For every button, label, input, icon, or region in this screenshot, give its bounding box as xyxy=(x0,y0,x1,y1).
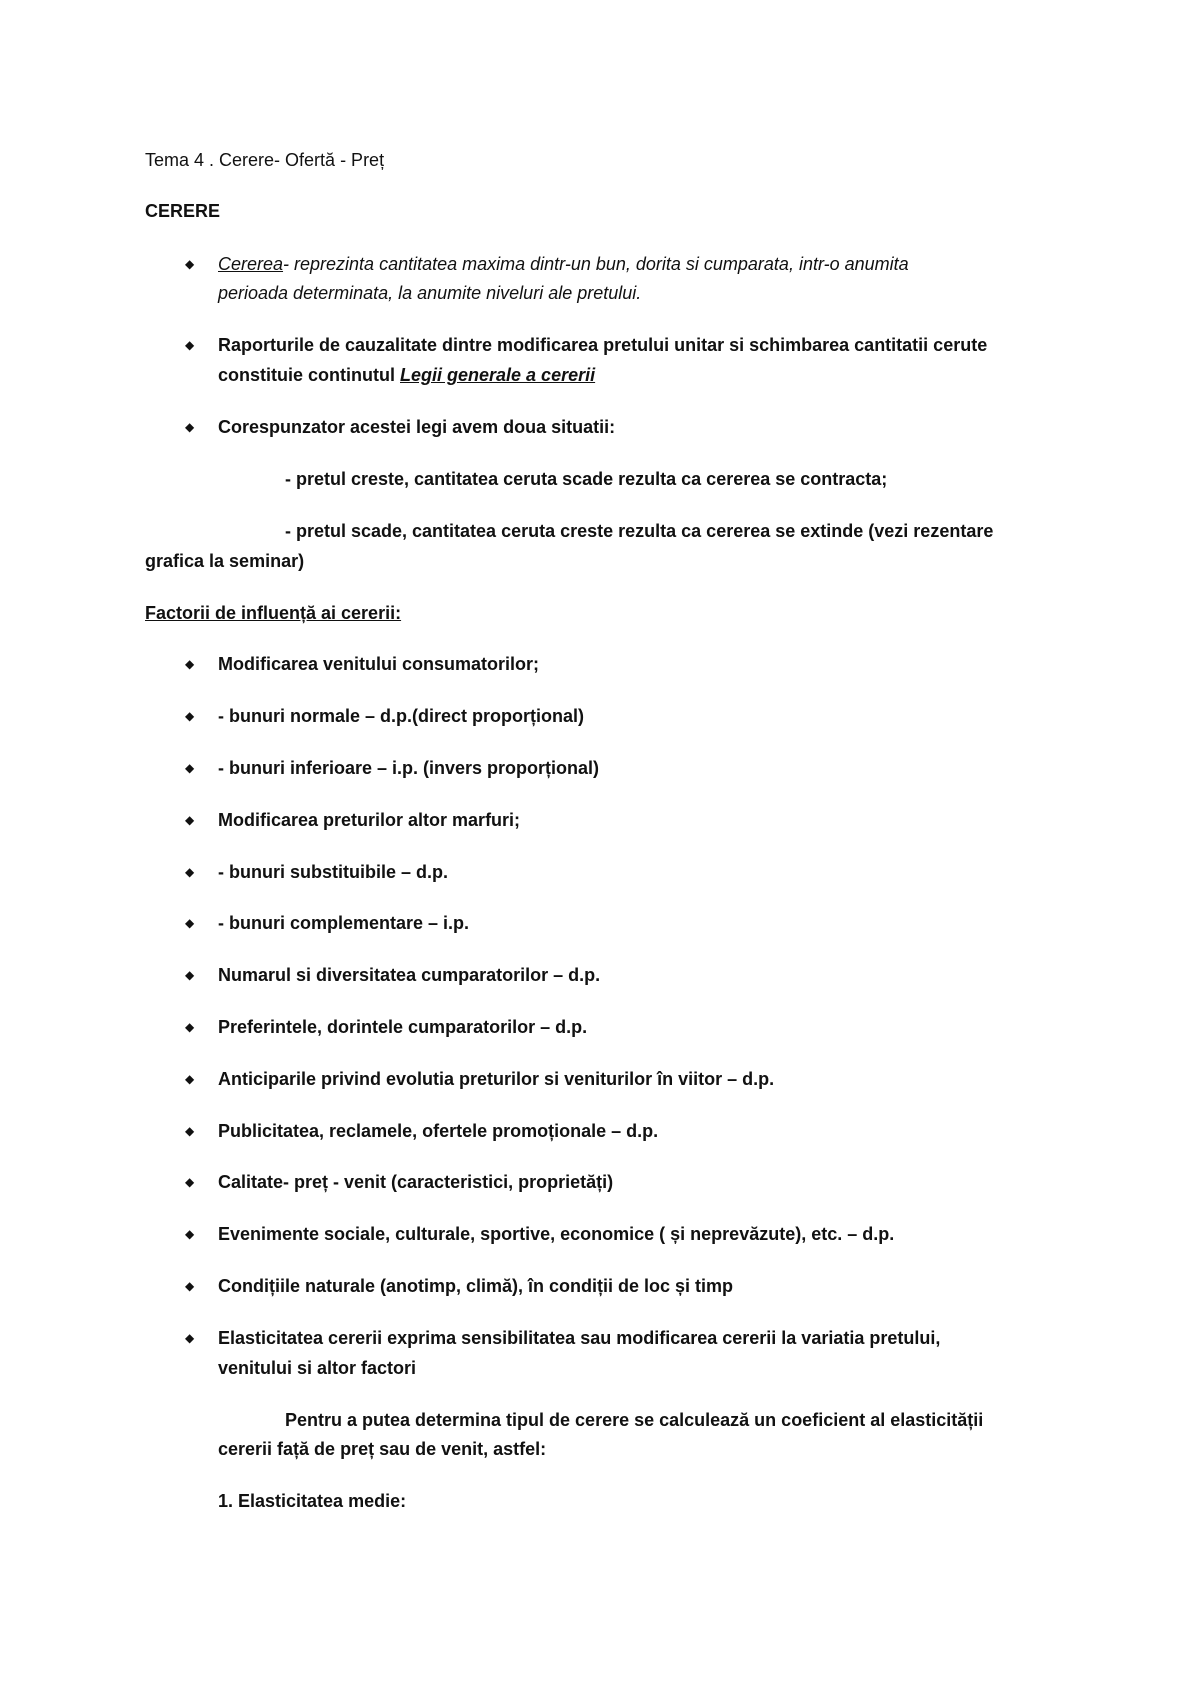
bullet-icon: ◆ xyxy=(185,865,195,879)
bullet-icon: ◆ xyxy=(185,1175,195,1189)
factors-heading: Factorii de influență ai cererii: xyxy=(145,603,402,623)
situation-2-line-2: grafica la seminar) xyxy=(145,551,305,571)
bullet-icon: ◆ xyxy=(185,916,195,930)
bullet-icon: ◆ xyxy=(185,709,195,723)
document-title: Tema 4 . Cerere- Ofertă - Preț xyxy=(145,150,385,170)
bullet-icon: ◆ xyxy=(185,968,195,982)
definition-line-2: perioada determinata, la anumite niveluri ale pretului. xyxy=(218,283,642,303)
elasticity-line-2: venitului si altor factori xyxy=(218,1358,417,1378)
coefficient-line-2: cererii față de preț sau de venit, astfel: xyxy=(218,1439,547,1459)
elasticity-line-1: Elasticitatea cererii exprima sensibilitatea sau modificarea cererii la variatia pretului, xyxy=(218,1328,941,1348)
section-heading: CERERE xyxy=(145,201,221,221)
factor-item: Condițiile naturale (anotimp, climă), în condiții de loc și timp xyxy=(218,1276,734,1296)
bullet-icon: ◆ xyxy=(185,1020,195,1034)
situation-1: - pretul creste, cantitatea ceruta scade rezulta ca cererea se contracta; xyxy=(285,469,888,489)
bullet-icon: ◆ xyxy=(185,1331,195,1345)
factor-item: Modificarea venitului consumatorilor; xyxy=(218,654,540,674)
raport-line-1: Raporturile de cauzalitate dintre modificarea pretului unitar si schimbarea cantitatii cerute xyxy=(218,335,988,355)
bullet-icon: ◆ xyxy=(185,761,195,775)
factor-item: - bunuri complementare – i.p. xyxy=(218,913,470,933)
bullet-icon: ◆ xyxy=(185,420,195,434)
factor-item: Numarul si diversitatea cumparatorilor – d.p. xyxy=(218,965,601,985)
factor-item: Anticiparile privind evolutia preturilor si veniturilor în viitor – d.p. xyxy=(218,1069,775,1089)
bullet-icon: ◆ xyxy=(185,338,195,352)
bullet-icon: ◆ xyxy=(185,813,195,827)
factor-item: Publicitatea, reclamele, ofertele promoționale – d.p. xyxy=(218,1121,659,1141)
situations-intro: Corespunzator acestei legi avem doua situatii: xyxy=(218,417,616,437)
raport-line-2 xyxy=(218,363,595,387)
bullet-icon: ◆ xyxy=(185,257,195,271)
factor-item: - bunuri normale – d.p.(direct proporțional) xyxy=(218,706,585,726)
factor-item: - bunuri inferioare – i.p. (invers proporțional) xyxy=(218,758,600,778)
factor-item: Preferintele, dorintele cumparatorilor – d.p. xyxy=(218,1017,588,1037)
definition-line-1 xyxy=(218,252,909,276)
factor-item: Modificarea preturilor altor marfuri; xyxy=(218,810,521,830)
factor-item: - bunuri substituibile – d.p. xyxy=(218,862,448,882)
raport-text: constituie continutul xyxy=(218,365,400,385)
bullet-icon: ◆ xyxy=(185,657,195,671)
definition-term: Cererea xyxy=(218,254,284,274)
definition-text: - reprezinta cantitatea maxima dintr-un bun, dorita si cumparata, intr-o anumita xyxy=(283,254,909,274)
bullet-icon: ◆ xyxy=(185,1227,195,1241)
situation-2-line-1: - pretul scade, cantitatea ceruta creste rezulta ca cererea se extinde (vezi rezentare xyxy=(285,521,994,541)
bullet-icon: ◆ xyxy=(185,1124,195,1138)
law-link-text: Legii generale a cererii xyxy=(400,365,596,385)
factor-item: Calitate- preț - venit (caracteristici, proprietăți) xyxy=(218,1172,614,1192)
subsection-heading: 1. Elasticitatea medie: xyxy=(218,1491,407,1511)
bullet-icon: ◆ xyxy=(185,1279,195,1293)
bullet-icon: ◆ xyxy=(185,1072,195,1086)
factor-item: Evenimente sociale, culturale, sportive, economice ( și neprevăzute), etc. – d.p. xyxy=(218,1224,895,1244)
coefficient-line-1: Pentru a putea determina tipul de cerere se calculează un coeficient al elasticității xyxy=(285,1410,984,1430)
